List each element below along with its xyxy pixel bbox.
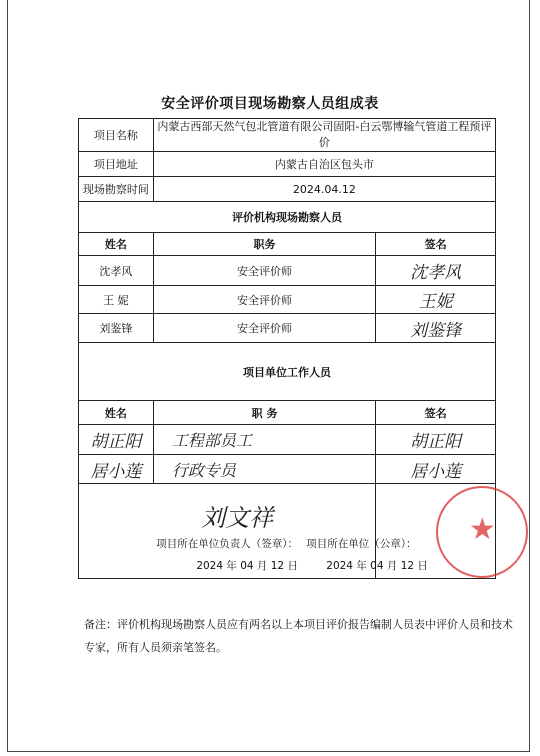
project-address-value: 内蒙古自治区包头市	[153, 152, 495, 177]
eval-row-signature: 刘鉴锋	[376, 314, 496, 343]
project-name-value: 内蒙古西部天然气包北管道有限公司固阳-白云鄂博输气管道工程预评价	[153, 119, 495, 152]
eval-row-signature: 王妮	[376, 286, 496, 314]
survey-date-label: 现场勘察时间	[79, 177, 154, 202]
unit-seal-cell	[306, 484, 496, 579]
unit-header-name: 姓名	[79, 401, 154, 425]
eval-header-name: 姓名	[79, 233, 154, 256]
unit-row-name: 居小莲	[79, 455, 154, 484]
unit-header-role: 职 务	[153, 401, 375, 425]
document-title: 安全评价项目现场勘察人员组成表	[161, 96, 379, 112]
survey-table	[78, 118, 496, 579]
survey-date-value: 2024.04.12	[153, 177, 495, 202]
remark-note: 备注：评价机构现场勘察人员应有两名以上本项目评价报告编制人员表中评价人员和技术专家，所有人员须亲笔签名。	[84, 618, 513, 654]
table-row	[79, 256, 496, 286]
leader-signature: 刘文祥	[201, 504, 274, 532]
eval-row-role: 安全评价师	[153, 286, 375, 314]
unit-row-name: 胡正阳	[79, 425, 154, 455]
project-name-label: 项目名称	[79, 119, 154, 152]
table-row	[79, 314, 496, 343]
leader-label: 项目所在单位负责人（签章）：	[156, 538, 298, 550]
eval-header-sign: 签名	[376, 233, 496, 256]
eval-row-name: 王 妮	[79, 286, 154, 314]
project-address-label: 项目地址	[79, 152, 154, 177]
table-row	[79, 455, 496, 484]
unit-row-signature: 居小莲	[376, 455, 496, 484]
unit-row-role: 工程部员工	[153, 425, 375, 455]
eval-row-role: 安全评价师	[153, 256, 375, 286]
eval-section-title: 评价机构现场勘察人员	[79, 202, 496, 233]
eval-row-name: 沈孝风	[79, 256, 154, 286]
eval-header-role: 职务	[153, 233, 375, 256]
eval-row-role: 安全评价师	[153, 314, 375, 343]
unit-seal-date: 2024 年 04 月 12 日	[326, 560, 428, 572]
leader-date: 2024 年 04 月 12 日	[196, 560, 298, 572]
official-seal-icon: ★	[436, 486, 528, 578]
table-row	[79, 425, 496, 455]
table-row	[79, 286, 496, 314]
eval-row-signature: 沈孝风	[376, 256, 496, 286]
unit-row-role: 行政专员	[153, 455, 375, 484]
unit-header-sign: 签名	[376, 401, 496, 425]
eval-row-name: 刘鉴锋	[79, 314, 154, 343]
unit-row-signature: 胡正阳	[376, 425, 496, 455]
unit-seal-label: 项目所在单位（公章）：	[306, 538, 417, 550]
unit-section-title: 项目单位工作人员	[79, 343, 496, 401]
